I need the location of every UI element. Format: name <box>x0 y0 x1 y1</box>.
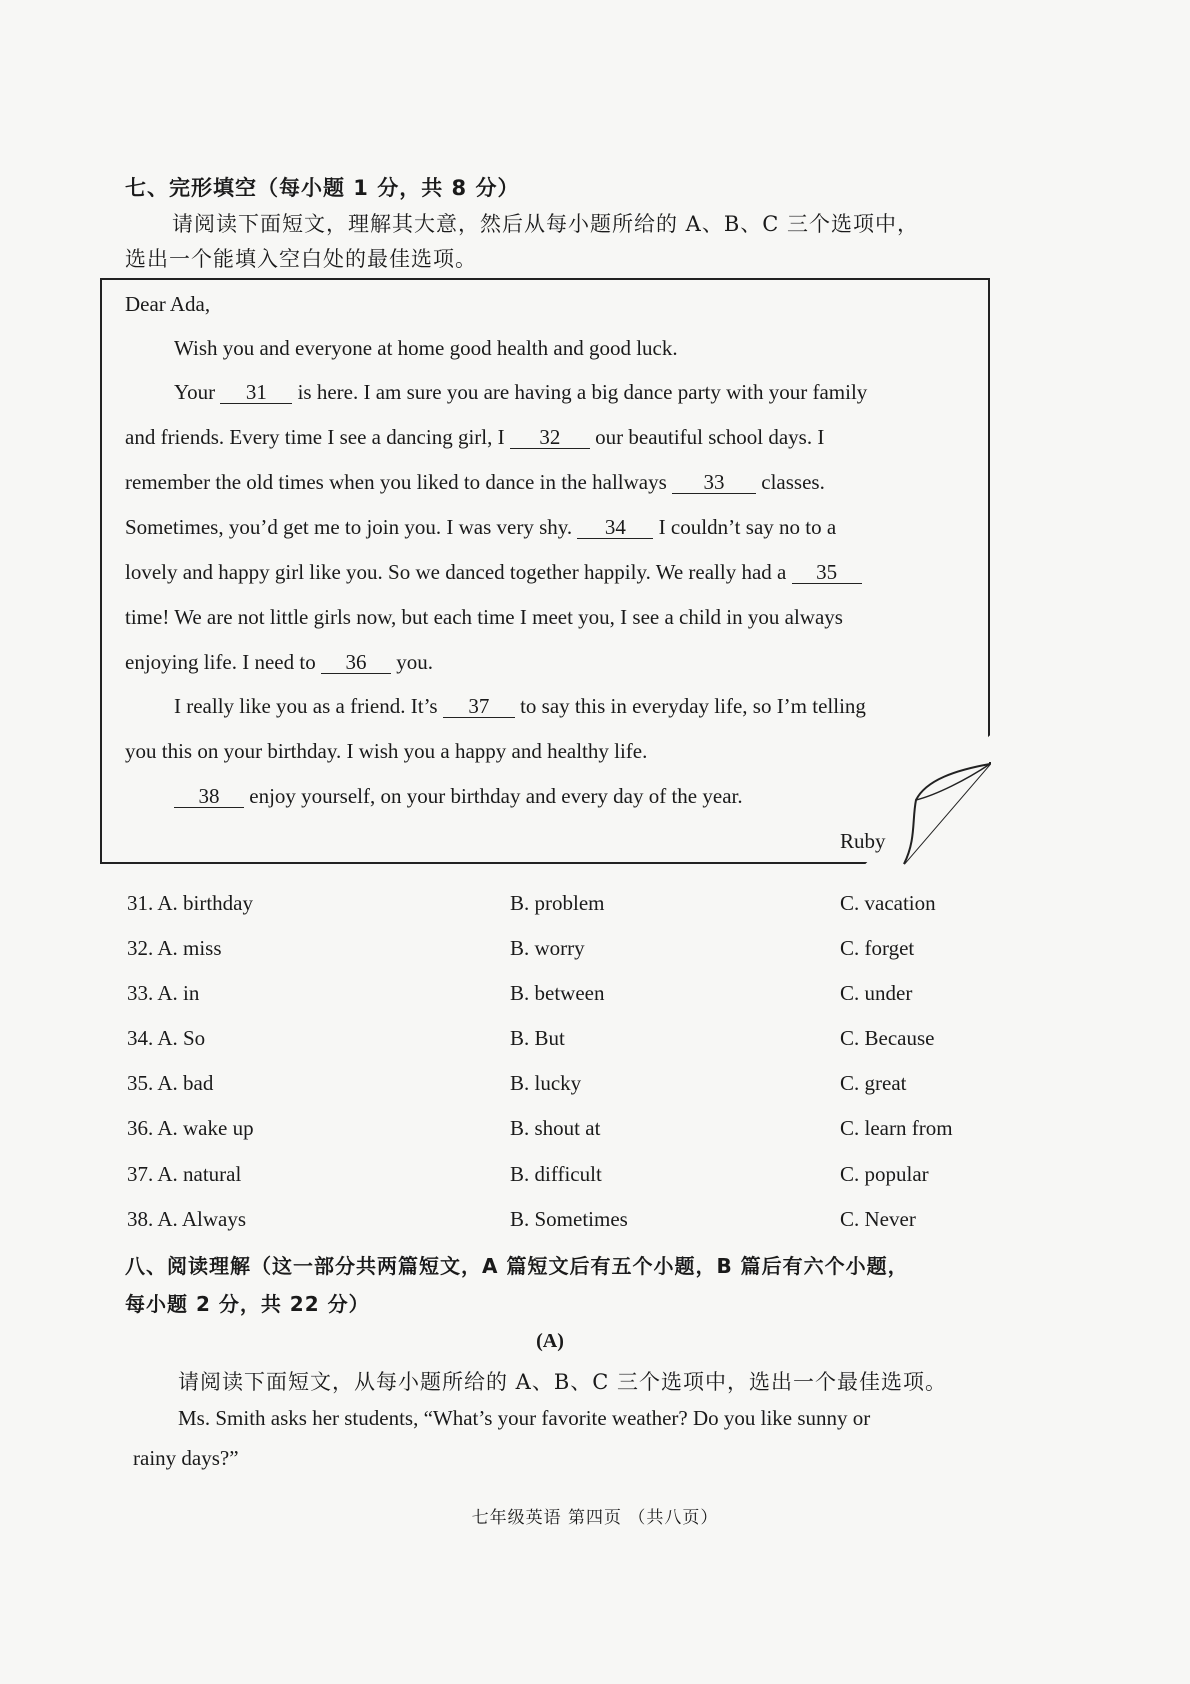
letter-line-2: Your 31 is here. I am sure you are having a big dance party with your family <box>174 380 868 404</box>
option-35-c: C. great <box>840 1071 907 1095</box>
page-curl-icon <box>886 760 996 870</box>
page-footer: 七年级英语 第四页 （共八页） <box>471 1508 719 1528</box>
option-33-b: B. between <box>510 981 605 1005</box>
section7-title: 七、完形填空（每小题 1 分，共 8 分） <box>125 176 520 200</box>
blank-33: 33 <box>672 471 756 494</box>
blank-34: 34 <box>577 516 653 539</box>
option-36-b: B. shout at <box>510 1116 601 1140</box>
option-36-c: C. learn from <box>840 1116 953 1140</box>
letter-line-7: time! We are not little girls now, but each time I meet you, I see a child in you always <box>125 605 843 629</box>
option-35-a: 35. A. bad <box>127 1071 214 1095</box>
section8-title-line1: 八、阅读理解（这一部分共两篇短文，A 篇短文后有五个小题，B 篇后有六个小题， <box>125 1254 909 1278</box>
option-32-a: 32. A. miss <box>127 936 222 960</box>
letter-line-3: and friends. Every time I see a dancing girl, I 32 our beautiful school days. I <box>125 425 825 449</box>
passage-line-2: rainy days?” <box>133 1446 239 1470</box>
option-36-a: 36. A. wake up <box>127 1116 254 1140</box>
option-35-b: B. lucky <box>510 1071 582 1095</box>
option-31-b: B. problem <box>510 891 605 915</box>
option-38-a: 38. A. Always <box>127 1207 247 1231</box>
blank-32: 32 <box>510 426 590 449</box>
blank-36: 36 <box>321 651 391 674</box>
passage-a-heading: (A) <box>536 1330 564 1352</box>
option-38-b: B. Sometimes <box>510 1207 628 1231</box>
section8-instruction: 请阅读下面短文，从每小题所给的 A、B、C 三个选项中，选出一个最佳选项。 <box>178 1370 948 1394</box>
blank-35: 35 <box>792 561 862 584</box>
option-31-a: 31. A. birthday <box>127 891 253 915</box>
section7-instruction-line1: 请阅读下面短文，理解其大意，然后从每小题所给的 A、B、C 三个选项中， <box>172 212 920 236</box>
letter-line-5: Sometimes, you’d get me to join you. I was very shy. 34 I couldn’t say no to a <box>125 515 837 539</box>
option-34-b: B. But <box>510 1026 565 1050</box>
option-33-a: 33. A. in <box>127 981 200 1005</box>
option-37-b: B. difficult <box>510 1162 602 1186</box>
option-32-b: B. worry <box>510 936 585 960</box>
blank-37: 37 <box>443 695 515 718</box>
letter-line-4: remember the old times when you liked to dance in the hallways 33 classes. <box>125 470 825 494</box>
letter-line-10: you this on your birthday. I wish you a happy and healthy life. <box>125 739 648 763</box>
option-37-c: C. popular <box>840 1162 929 1186</box>
option-34-c: C. Because <box>840 1026 935 1050</box>
passage-line-1: Ms. Smith asks her students, “What’s your favorite weather? Do you like sunny or <box>178 1406 871 1430</box>
section8-title-line2: 每小题 2 分，共 22 分） <box>125 1292 370 1316</box>
blank-38: 38 <box>174 785 244 808</box>
option-33-c: C. under <box>840 981 913 1005</box>
letter-line-8: enjoying life. I need to 36 you. <box>125 650 433 674</box>
option-34-a: 34. A. So <box>127 1026 206 1050</box>
letter-line-11: 38 enjoy yourself, on your birthday and every day of the year. <box>174 784 743 809</box>
option-32-c: C. forget <box>840 936 915 960</box>
blank-31: 31 <box>220 381 292 404</box>
letter-signature: Ruby <box>840 829 886 853</box>
letter-line-9: I really like you as a friend. It’s 37 to say this in everyday life, so I’m telling <box>174 694 866 718</box>
option-37-a: 37. A. natural <box>127 1162 242 1186</box>
section7-instruction-line2: 选出一个能填入空白处的最佳选项。 <box>125 247 477 271</box>
letter-line-1: Wish you and everyone at home good health and good luck. <box>174 336 678 360</box>
option-38-c: C. Never <box>840 1207 916 1231</box>
letter-line-6: lovely and happy girl like you. So we danced together happily. We really had a 35 <box>125 560 862 585</box>
letter-greeting: Dear Ada, <box>125 292 211 316</box>
option-31-c: C. vacation <box>840 891 936 915</box>
